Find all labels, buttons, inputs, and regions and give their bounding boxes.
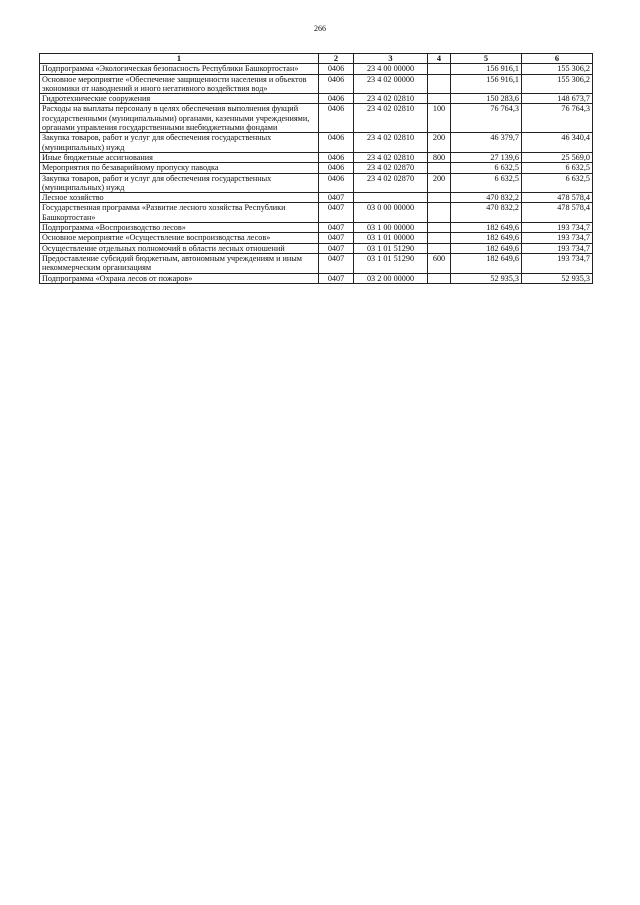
section-code-cell: 0407 [319, 233, 354, 243]
section-code-cell: 0406 [319, 173, 354, 193]
section-code-cell: 0406 [319, 133, 354, 153]
section-code-cell: 0407 [319, 223, 354, 233]
row-name-cell: Основное мероприятие «Обеспечение защищенности населения и объектов экономики от наводнений и иного негативного воздействия вод» [40, 74, 319, 94]
table-row [40, 64, 593, 74]
article-code-cell: 23 4 02 00000 [354, 74, 428, 94]
amount-year-2-cell: 478 578,4 [522, 193, 593, 203]
expense-type-cell: 100 [428, 104, 451, 133]
row-name-cell: Закупка товаров, работ и услуг для обеспечения государственных (муниципальных) нужд [40, 173, 319, 193]
section-code-cell: 0406 [319, 64, 354, 74]
row-name-cell: Основное мероприятие «Осуществление воспроизводства лесов» [40, 233, 319, 243]
amount-year-1-cell: 6 632,5 [451, 163, 522, 173]
article-code-cell: 03 1 00 00000 [354, 223, 428, 233]
row-name-cell: Государственная программа «Развитие лесного хозяйства Республики Башкортостан» [40, 203, 319, 223]
amount-year-1-cell: 182 649,6 [451, 223, 522, 233]
expense-type-cell: 600 [428, 253, 451, 273]
amount-year-2-cell: 193 734,7 [522, 223, 593, 233]
row-name-cell: Гидротехнические сооружения [40, 94, 319, 104]
amount-year-1-cell: 52 935,3 [451, 273, 522, 283]
amount-year-1-cell: 182 649,6 [451, 233, 522, 243]
table-row [40, 74, 593, 94]
article-code-cell: 23 4 02 02810 [354, 152, 428, 162]
amount-year-2-cell: 193 734,7 [522, 233, 593, 243]
amount-year-1-cell: 46 379,7 [451, 133, 522, 153]
expense-type-cell: 200 [428, 173, 451, 193]
section-code-cell: 0407 [319, 203, 354, 223]
row-name-cell: Предоставление субсидий бюджетным, автономным учреждениям и иным некоммерческим организациям [40, 253, 319, 273]
row-name-cell: Мероприятия по безаварийному пропуску паводка [40, 163, 319, 173]
amount-year-1-cell: 156 916,1 [451, 74, 522, 94]
section-code-cell: 0406 [319, 163, 354, 173]
article-code-cell: 03 1 01 51290 [354, 253, 428, 273]
table-row [40, 133, 593, 153]
amount-year-2-cell: 6 632,5 [522, 163, 593, 173]
amount-year-2-cell: 478 578,4 [522, 203, 593, 223]
table-row [40, 163, 593, 173]
expense-type-cell [428, 223, 451, 233]
article-code-cell: 03 1 01 00000 [354, 233, 428, 243]
column-header-5: 5 [451, 54, 522, 64]
table-row [40, 193, 593, 203]
amount-year-1-cell: 182 649,6 [451, 253, 522, 273]
article-code-cell: 23 4 02 02810 [354, 133, 428, 153]
row-name-cell: Осуществление отдельных полномочий в области лесных отношений [40, 243, 319, 253]
section-code-cell: 0407 [319, 193, 354, 203]
amount-year-1-cell: 6 632,5 [451, 173, 522, 193]
article-code-cell: 03 0 00 00000 [354, 203, 428, 223]
section-code-cell: 0406 [319, 104, 354, 133]
column-header-4: 4 [428, 54, 451, 64]
article-code-cell: 23 4 02 02870 [354, 173, 428, 193]
table-body [40, 64, 593, 284]
row-name-cell: Расходы на выплаты персоналу в целях обеспечения выполнения фукций государственными (муниципальными) органами, казенными учреждениями, органами управления государственными внебюджетными фондами [40, 104, 319, 133]
table-row [40, 233, 593, 243]
row-name-cell: Подпрограмма «Охрана лесов от пожаров» [40, 273, 319, 283]
table-row [40, 273, 593, 283]
expense-type-cell [428, 74, 451, 94]
table-row [40, 104, 593, 133]
amount-year-1-cell: 150 283,6 [451, 94, 522, 104]
section-code-cell: 0406 [319, 74, 354, 94]
table-row [40, 203, 593, 223]
amount-year-2-cell: 46 340,4 [522, 133, 593, 153]
expense-type-cell [428, 64, 451, 74]
expense-type-cell [428, 193, 451, 203]
header-row [40, 54, 593, 64]
amount-year-1-cell: 156 916,1 [451, 64, 522, 74]
article-code-cell: 03 1 01 51290 [354, 243, 428, 253]
row-name-cell: Подпрограмма «Экологическая безопасность Республики Башкортостан» [40, 64, 319, 74]
expense-type-cell [428, 94, 451, 104]
amount-year-2-cell: 193 734,7 [522, 253, 593, 273]
expense-type-cell [428, 273, 451, 283]
section-code-cell: 0407 [319, 243, 354, 253]
section-code-cell: 0406 [319, 94, 354, 104]
column-header-6: 6 [522, 54, 593, 64]
section-code-cell: 0407 [319, 253, 354, 273]
row-name-cell: Лесное хозяйство [40, 193, 319, 203]
article-code-cell: 23 4 02 02810 [354, 104, 428, 133]
amount-year-2-cell: 52 935,3 [522, 273, 593, 283]
amount-year-2-cell: 6 632,5 [522, 173, 593, 193]
amount-year-2-cell: 76 764,3 [522, 104, 593, 133]
article-code-cell: 03 2 00 00000 [354, 273, 428, 283]
budget-table [39, 53, 593, 284]
expense-type-cell [428, 203, 451, 223]
column-header-2: 2 [319, 54, 354, 64]
row-name-cell: Подпрограмма «Воспроизводство лесов» [40, 223, 319, 233]
amount-year-1-cell: 470 832,2 [451, 203, 522, 223]
table-row [40, 152, 593, 162]
table-row [40, 223, 593, 233]
article-code-cell: 23 4 02 02870 [354, 163, 428, 173]
amount-year-1-cell: 470 832,2 [451, 193, 522, 203]
table-row [40, 243, 593, 253]
amount-year-2-cell: 155 306,2 [522, 74, 593, 94]
section-code-cell: 0406 [319, 152, 354, 162]
expense-type-cell: 200 [428, 133, 451, 153]
expense-type-cell [428, 233, 451, 243]
amount-year-1-cell: 182 649,6 [451, 243, 522, 253]
row-name-cell: Закупка товаров, работ и услуг для обеспечения государственных (муниципальных) нужд [40, 133, 319, 153]
expense-type-cell: 800 [428, 152, 451, 162]
column-header-3: 3 [354, 54, 428, 64]
column-header-1: 1 [40, 54, 319, 64]
amount-year-2-cell: 148 673,7 [522, 94, 593, 104]
expense-type-cell [428, 163, 451, 173]
amount-year-1-cell: 76 764,3 [451, 104, 522, 133]
page-number: 266 [314, 24, 326, 33]
section-code-cell: 0407 [319, 273, 354, 283]
amount-year-1-cell: 27 139,6 [451, 152, 522, 162]
amount-year-2-cell: 193 734,7 [522, 243, 593, 253]
article-code-cell: 23 4 00 00000 [354, 64, 428, 74]
article-code-cell: 23 4 02 02810 [354, 94, 428, 104]
table-row [40, 173, 593, 193]
row-name-cell: Иные бюджетные ассигнования [40, 152, 319, 162]
amount-year-2-cell: 155 306,2 [522, 64, 593, 74]
amount-year-2-cell: 25 569,0 [522, 152, 593, 162]
article-code-cell [354, 193, 428, 203]
table-row [40, 94, 593, 104]
table-row [40, 253, 593, 273]
expense-type-cell [428, 243, 451, 253]
